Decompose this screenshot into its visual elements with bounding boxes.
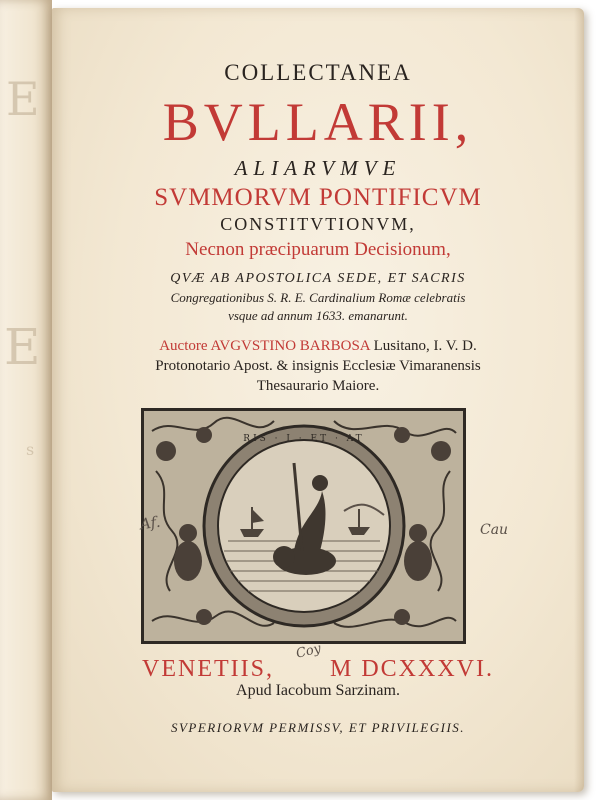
lion-head: [273, 546, 295, 568]
title-line-necnon: Necnon præcipuarum Decisionum,: [185, 239, 451, 260]
author-office-line: Thesaurario Maiore.: [256, 378, 380, 394]
svg-text:RIS · I · ET · AT: RIS · I · ET · AT: [243, 434, 365, 444]
handwritten-annotation-bottom: Coy: [294, 641, 323, 662]
author-line: [52, 338, 584, 355]
title-line-bullarii: BVLLARII,: [162, 92, 474, 152]
imprint-place: VENETIIS,: [142, 656, 274, 682]
facing-page-fragment: E: [4, 318, 41, 376]
handwritten-annotation-left: Af.: [138, 512, 162, 534]
imprint-line: [52, 656, 584, 683]
facing-page-edge: [0, 0, 52, 800]
seated-figure-head: [312, 475, 328, 491]
facing-page-fragment: s: [26, 440, 35, 459]
title-line-usque: vsque ad annum 1633. emanarunt.: [228, 308, 408, 323]
title-line-constitutionum: CONSTITVTIONVM,: [220, 214, 416, 234]
frame-cherub: [196, 609, 212, 625]
frame-figure: [174, 541, 202, 581]
title-page: [52, 8, 584, 792]
author-name: AVGVSTINO BARBOSA: [210, 338, 370, 354]
frame-cherub: [196, 427, 212, 443]
privilege-line: SVPERIORVM PERMISSV, ET PRIVILEGIIS.: [170, 720, 466, 735]
frame-shield: [156, 441, 176, 461]
title-line-collectanea: COLLECTANEA: [224, 60, 412, 85]
woodcut-printer-device: [138, 408, 466, 644]
frame-figure-head: [179, 524, 197, 542]
frame-cherub: [394, 609, 410, 625]
title-line-summorum: SVMMORVM PONTIFICVM: [154, 184, 482, 211]
frame-cherub: [394, 427, 410, 443]
title-line-congregationibus: Congregationibus S. R. E. Cardinalium Romæ celebratis: [170, 290, 466, 305]
author-rest: Lusitano, I. V. D.: [373, 338, 477, 354]
author-label: Auctore: [159, 338, 208, 354]
author-title-line: Protonotario Apost. & insignis Ecclesiæ Vimaranensis: [155, 358, 481, 374]
title-line-quae: QVÆ AB APOSTOLICA SEDE, ET SACRIS: [170, 271, 466, 286]
printer-line: Apud Iacobum Sarzinam.: [236, 682, 400, 699]
title-line-aliarumve: ALIARVMVE: [234, 156, 402, 180]
imprint-year: M DCXXXVI.: [329, 656, 494, 682]
facing-page-fragment: E: [6, 72, 40, 126]
frame-figure: [404, 541, 432, 581]
woodcut-illustration: [144, 411, 463, 641]
handwritten-annotation-right: Cau: [480, 522, 509, 538]
frame-shield: [431, 441, 451, 461]
frame-figure-head: [409, 524, 427, 542]
